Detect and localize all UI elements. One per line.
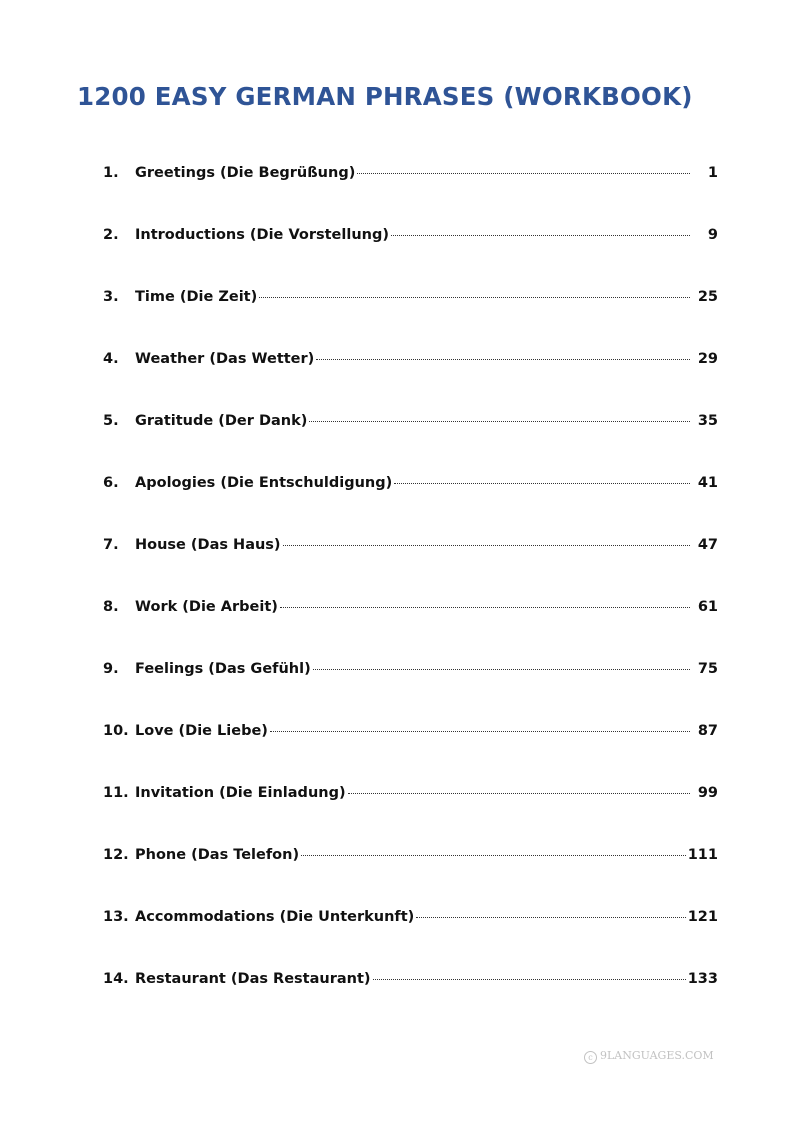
toc-entry-title: Apologies (Die Entschuldigung): [135, 475, 393, 491]
toc-entry-number: 7.: [103, 537, 119, 553]
toc-entry-title: Accommodations (Die Unterkunft): [135, 909, 415, 925]
toc-entry[interactable]: [103, 408, 718, 470]
toc-dot-leader: [301, 855, 686, 856]
toc-entry-title: Weather (Das Wetter): [135, 351, 315, 367]
toc-entry-title: Restaurant (Das Restaurant): [135, 971, 371, 987]
toc-dot-leader: [309, 421, 690, 422]
toc-dot-leader: [270, 731, 690, 732]
toc-entry[interactable]: [103, 718, 718, 780]
toc-entry-number: 10.: [103, 723, 129, 739]
toc-entry-page: 41: [697, 475, 718, 491]
toc-entry-number: 11.: [103, 785, 129, 801]
toc-entry-page: 25: [697, 289, 718, 305]
toc-entry-page: 1: [707, 165, 718, 181]
toc-entry-title: Love (Die Liebe): [135, 723, 268, 739]
toc-entry-number: 8.: [103, 599, 119, 615]
toc-dot-leader: [373, 979, 686, 980]
toc-entry[interactable]: [103, 532, 718, 594]
toc-entry-page: 87: [697, 723, 718, 739]
toc-dot-leader: [280, 607, 690, 608]
toc-entry[interactable]: [103, 656, 718, 718]
page-title: 1200 EASY GERMAN PHRASES (WORKBOOK): [77, 82, 693, 111]
toc-entry[interactable]: [103, 346, 718, 408]
toc-entry-page: 133: [687, 971, 718, 987]
toc-entry-title: House (Das Haus): [135, 537, 281, 553]
toc-entry-number: 4.: [103, 351, 119, 367]
toc-entry-number: 12.: [103, 847, 129, 863]
toc-entry-title: Work (Die Arbeit): [135, 599, 278, 615]
toc-entry[interactable]: [103, 160, 718, 222]
toc-dot-leader: [316, 359, 690, 360]
table-of-contents: [103, 160, 718, 1028]
toc-dot-leader: [357, 173, 690, 174]
watermark-text: 9LANGUAGES.COM: [600, 1049, 714, 1062]
toc-entry-page: 35: [697, 413, 718, 429]
toc-entry-number: 14.: [103, 971, 129, 987]
toc-dot-leader: [313, 669, 690, 670]
toc-entry-number: 6.: [103, 475, 119, 491]
toc-entry[interactable]: [103, 966, 718, 1028]
toc-entry-number: 3.: [103, 289, 119, 305]
toc-entry-number: 5.: [103, 413, 119, 429]
toc-entry-page: 9: [707, 227, 718, 243]
toc-entry[interactable]: [103, 470, 718, 532]
toc-entry-title: Time (Die Zeit): [135, 289, 258, 305]
toc-dot-leader: [283, 545, 690, 546]
toc-entry[interactable]: [103, 222, 718, 284]
toc-entry-title: Feelings (Das Gefühl): [135, 661, 311, 677]
toc-entry-page: 61: [697, 599, 718, 615]
toc-dot-leader: [259, 297, 690, 298]
toc-entry-number: 9.: [103, 661, 119, 677]
toc-entry[interactable]: [103, 284, 718, 346]
toc-entry-page: 111: [687, 847, 718, 863]
toc-entry-number: 13.: [103, 909, 129, 925]
toc-dot-leader: [348, 793, 690, 794]
toc-entry-title: Greetings (Die Begrüßung): [135, 165, 356, 181]
copyright-icon: c: [584, 1051, 597, 1064]
toc-entry-page: 29: [697, 351, 718, 367]
toc-entry[interactable]: [103, 842, 718, 904]
toc-entry[interactable]: [103, 904, 718, 966]
toc-dot-leader: [391, 235, 690, 236]
toc-entry-title: Invitation (Die Einladung): [135, 785, 346, 801]
toc-entry[interactable]: [103, 594, 718, 656]
toc-entry-number: 1.: [103, 165, 119, 181]
toc-entry[interactable]: [103, 780, 718, 842]
toc-entry-number: 2.: [103, 227, 119, 243]
toc-dot-leader: [416, 917, 685, 918]
toc-entry-title: Phone (Das Telefon): [135, 847, 300, 863]
toc-entry-title: Introductions (Die Vorstellung): [135, 227, 389, 243]
watermark: [584, 1049, 714, 1064]
toc-entry-page: 75: [697, 661, 718, 677]
toc-entry-page: 99: [697, 785, 718, 801]
toc-entry-title: Gratitude (Der Dank): [135, 413, 308, 429]
toc-entry-page: 121: [687, 909, 718, 925]
toc-dot-leader: [394, 483, 690, 484]
toc-entry-page: 47: [697, 537, 718, 553]
